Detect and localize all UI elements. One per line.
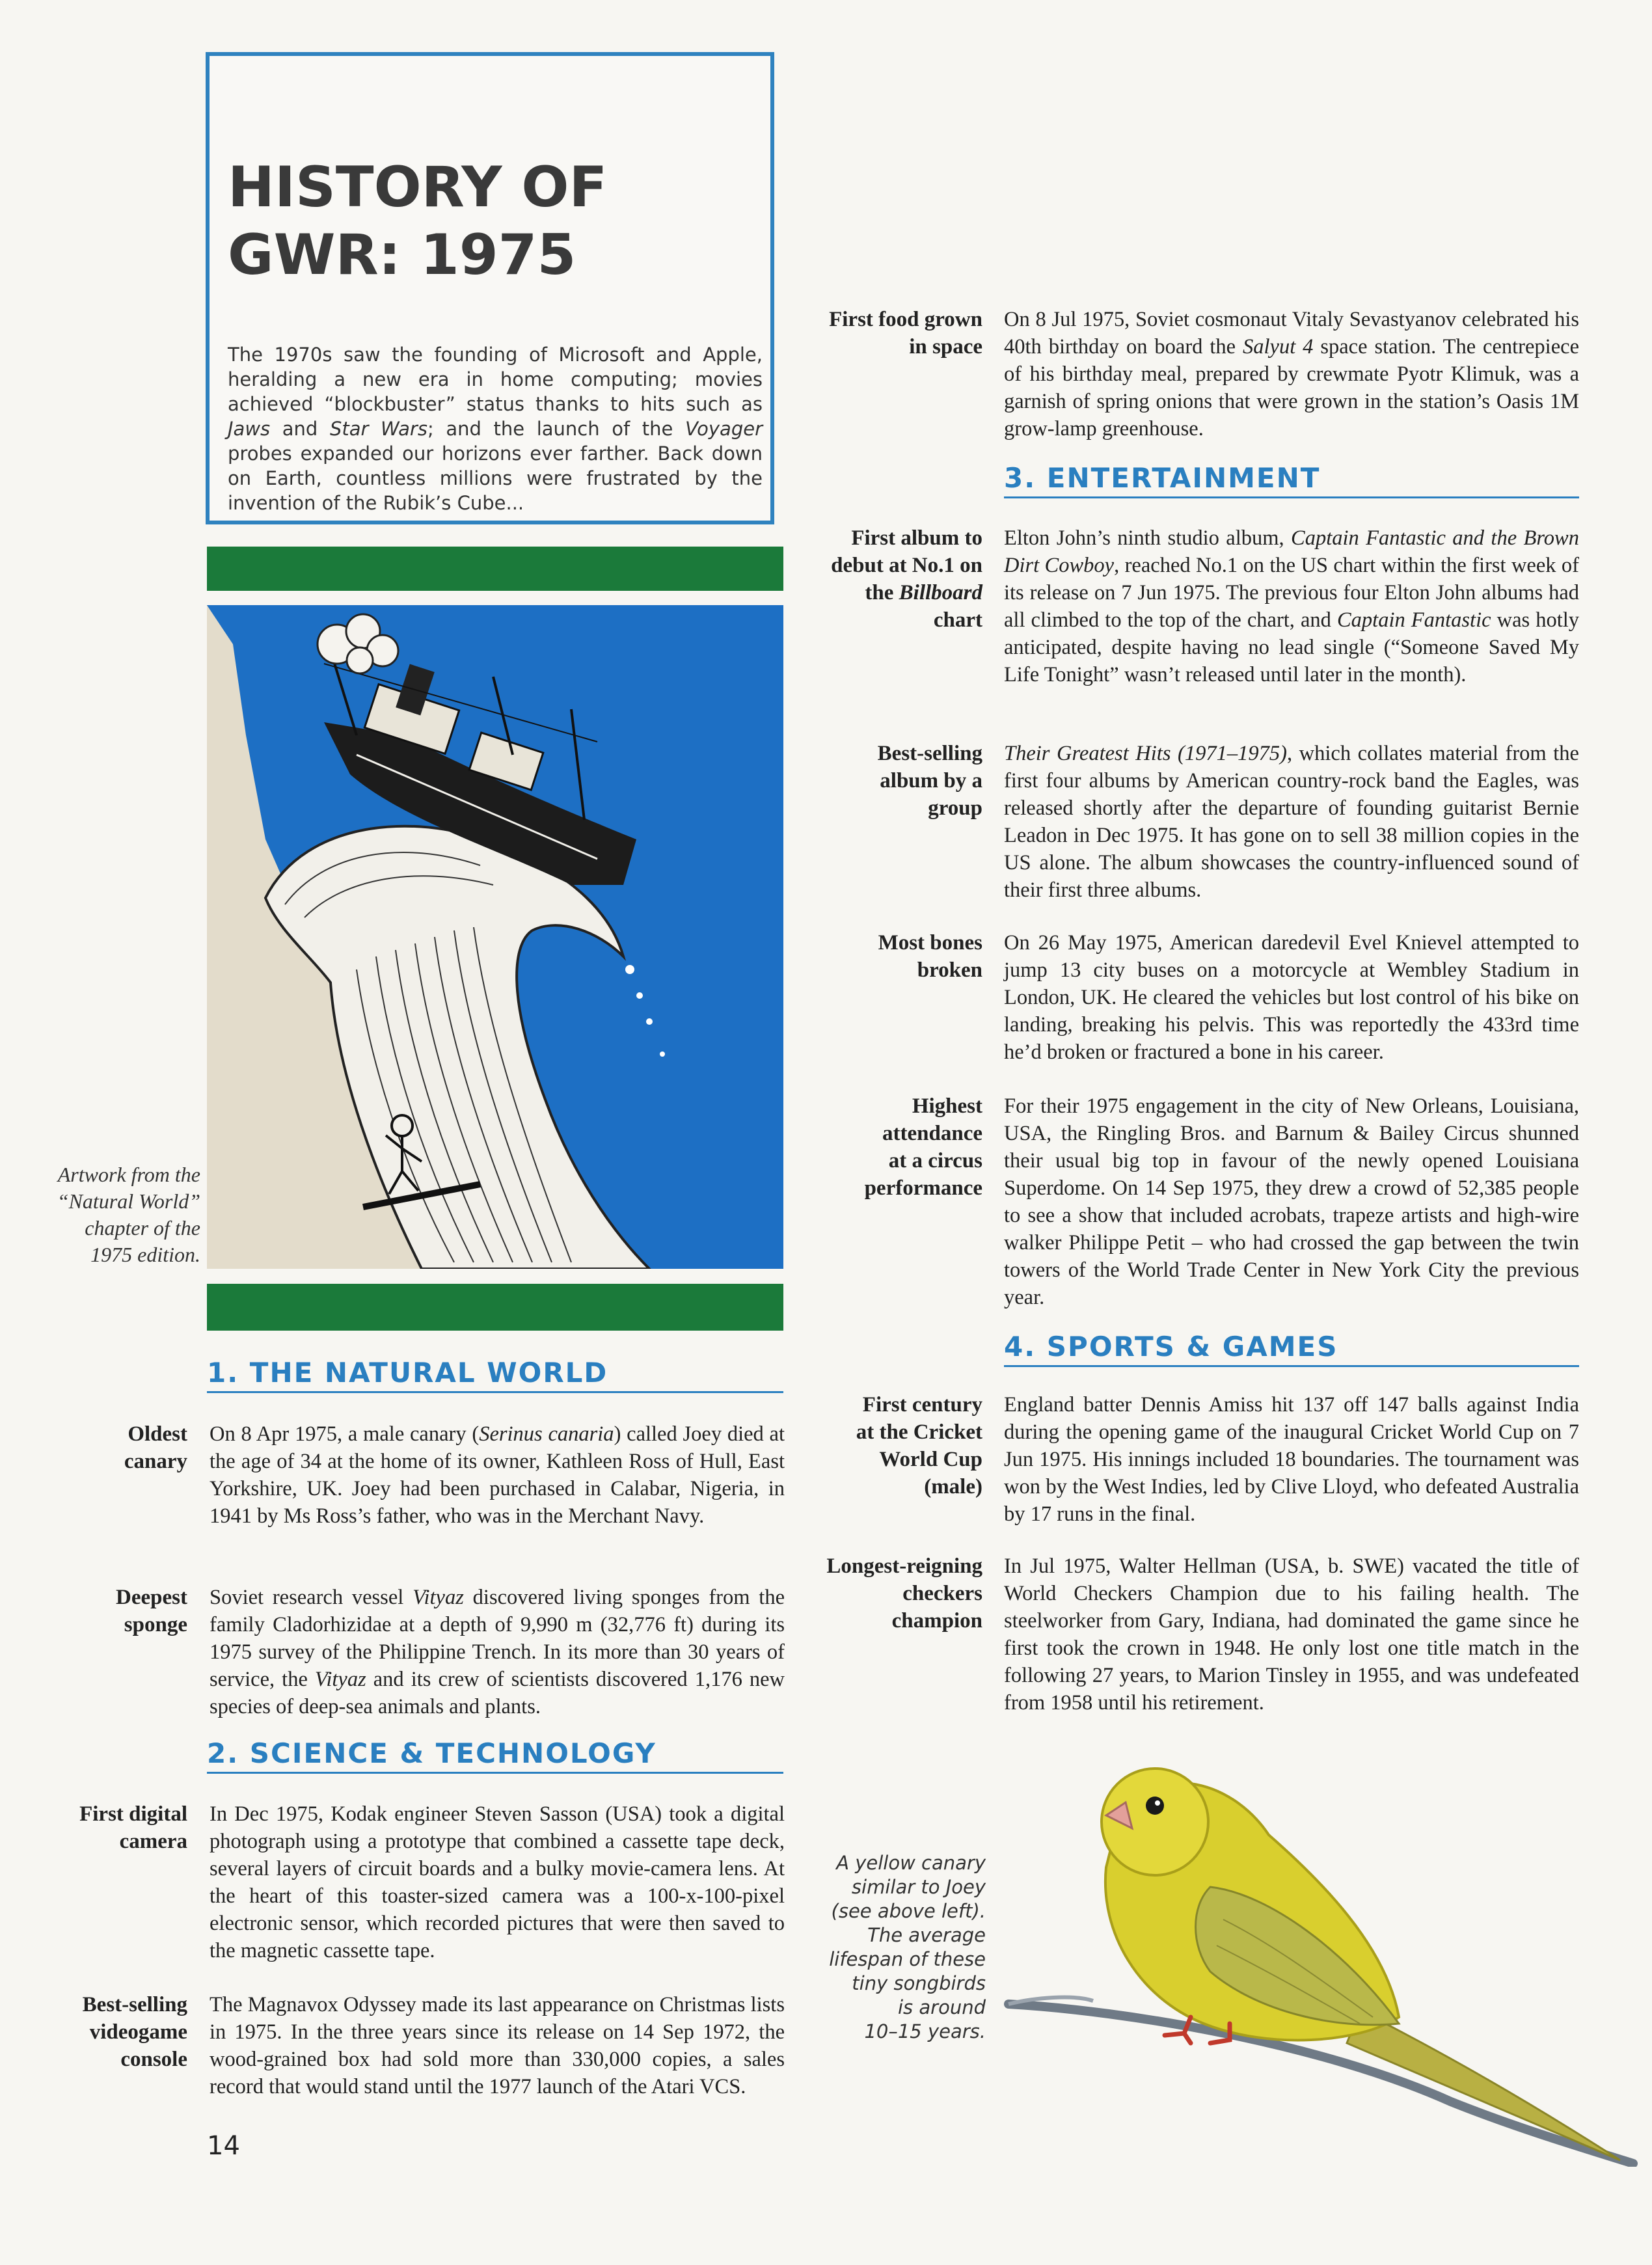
intro-box bbox=[206, 52, 774, 524]
record-label-album-debut: First album to debut at No.1 on the Billboard chart bbox=[831, 526, 982, 632]
record-label-deepest-sponge: Deepest sponge bbox=[116, 1586, 187, 1636]
canary-illustration bbox=[995, 1737, 1646, 2167]
section-heading-entertainment: 3. ENTERTAINMENT bbox=[1004, 462, 1579, 498]
record-text-deepest-sponge: Soviet research vessel Vityaz discovered living sponges from the family Cladorhizidae at a depth of 9,990 m (32,776 ft) during its 1975 survey of the Philippine Trench. In its more than 30 years of service, the Vityaz and its crew of scientists discovered 1,176 new species of deep-sea animals and plants. bbox=[210, 1586, 785, 1718]
green-bar-bottom bbox=[207, 1284, 783, 1331]
green-bar-top bbox=[207, 547, 783, 591]
record-label-bones-broken: Most bones broken bbox=[878, 931, 982, 982]
illustration-caption: Artwork from the “Natural World” chapter of the 1975 edition. bbox=[57, 1163, 200, 1266]
record-text-album-debut: Elton John’s ninth studio album, Captain Fantastic and the Brown Dirt Cowboy, reached No.1 on the US chart within the first week of its release on 7 Jun 1975. The previous four Elton John albums had all climbed to the top of the chart, and Captain Fantastic was hotly anticipated, despite having no lead single (“Someone Saved My Life Tonight” wasn’t released until later in the month). bbox=[1004, 526, 1580, 686]
section-heading-science: 2. SCIENCE & TECHNOLOGY bbox=[207, 1737, 783, 1774]
record-text-digital-camera: In Dec 1975, Kodak engineer Steven Sasson (USA) took a digital photograph using a prototype that combined a cassette tape deck, several layers of circuit boards and a bulky movie-camera lens. At the heart of this toaster-sized camera was a 100-x-100-pixel electronic sensor, which recorded pictures that were then saved to the magnetic cassette tape. bbox=[210, 1802, 785, 1962]
record-label-videogame-console: Best-selling videogame console bbox=[82, 1993, 187, 2071]
record-text-checkers: In Jul 1975, Walter Hellman (USA, b. SWE) vacated the title of World Checkers Champion due to his failing health. The steelworker from Gary, Indiana, had dominated the game since he first took the crown in 1948. He only lost one title match in the following 27 years, to Marion Tinsley in 1955, and was undefeated from 1958 until his retirement. bbox=[1004, 1554, 1579, 1715]
ship-wave-illustration bbox=[207, 605, 783, 1269]
record-label-album-group: Best-selling album by a group bbox=[877, 742, 982, 820]
record-text-food-space: On 8 Jul 1975, Soviet cosmonaut Vitaly Sevastyanov celebrated his 40th birthday on board the Salyut 4 space station. The centrepiece of his birthday meal, prepared by crewmate Pyotr Klimuk, was a garnish of spring onions that were grown in the station’s Oasis 1M grow-lamp greenhouse. bbox=[1004, 308, 1579, 441]
section-heading-sports: 4. SPORTS & GAMES bbox=[1004, 1331, 1579, 1367]
canary-caption: A yellow canary similar to Joey (see above left). The average lifespan of these tiny songbirds is around 10–15 years. bbox=[829, 1852, 986, 2042]
section-heading-natural-world: 1. THE NATURAL WORLD bbox=[207, 1357, 783, 1393]
record-label-circus: Highest attendance at a circus performance bbox=[864, 1094, 982, 1200]
record-label-digital-camera: First digital camera bbox=[79, 1802, 187, 1853]
intro-text: The 1970s saw the founding of Microsoft and Apple, heralding a new era in home computing; movies achieved “blockbuster” status thanks to hits such as Jaws and Star Wars; and the launch of the Voyager probes expanded our horizons ever farther. Back down on Earth, countless millions were frustrated by the invention of the Rubik’s Cube... bbox=[228, 344, 763, 514]
record-text-album-group: Their Greatest Hits (1971–1975), which collates material from the first four albums by American country-rock band the Eagles, was released shortly after the departure of founding guitarist Bernie Leadon in Dec 1975. It has gone on to sell 38 million copies in the US alone. The album showcases the country-influenced sound of their first three albums. bbox=[1004, 742, 1579, 902]
page-number: 14 bbox=[207, 2131, 240, 2161]
page-title: HISTORY OF GWR: 1975 bbox=[228, 155, 608, 288]
record-label-cricket: First century at the Cricket World Cup (male) bbox=[856, 1393, 982, 1499]
record-text-oldest-canary: On 8 Apr 1975, a male canary (Serinus canaria) called Joey died at the age of 34 at the home of its owner, Kathleen Ross of Hull, East Yorkshire, UK. Joey had been purchased in Calabar, Nigeria, in 1941 by Ms Ross’s father, who was in the Merchant Navy. bbox=[210, 1422, 785, 1528]
record-text-bones-broken: On 26 May 1975, American daredevil Evel Knievel attempted to jump 13 city buses on a motorcycle at Wembley Stadium in London, UK. He cleared the vehicles but lost control of his bike on landing, breaking his pelvis. This was reportedly the 433rd time he’d broken or fractured a bone in his career. bbox=[1004, 931, 1579, 1064]
record-text-circus: For their 1975 engagement in the city of New Orleans, Louisiana, USA, the Ringling Bros. and Barnum & Bailey Circus shunned their usual big top in favour of the newly opened Louisiana Superdome. On 14 Sep 1975, they drew a crowd of 52,385 people to see a show that included acrobats, trapeze artists and high-wire walker Philippe Petit – who had crossed the gap between the twin towers of the World Trade Center in New York City the previous year. bbox=[1004, 1094, 1579, 1309]
record-text-cricket: England batter Dennis Amiss hit 137 off 147 balls against India during the opening game of the inaugural Cricket World Cup on 7 Jun 1975. His innings included 18 boundaries. The tournament was won by the West Indies, led by Clive Lloyd, who defeated Australia by 17 runs in the final. bbox=[1004, 1393, 1579, 1526]
record-label-oldest-canary: Oldest canary bbox=[124, 1422, 187, 1473]
record-text-videogame-console: The Magnavox Odyssey made its last appearance on Christmas lists in 1975. In the three years since its release on 14 Sep 1972, the wood-grained box had sold more than 330,000 copies, a sales record that would stand until the 1977 launch of the Atari VCS. bbox=[210, 1993, 785, 2098]
record-label-checkers: Longest-reigning checkers champion bbox=[826, 1554, 982, 1633]
record-label-food-space: First food grown in space bbox=[829, 308, 982, 359]
